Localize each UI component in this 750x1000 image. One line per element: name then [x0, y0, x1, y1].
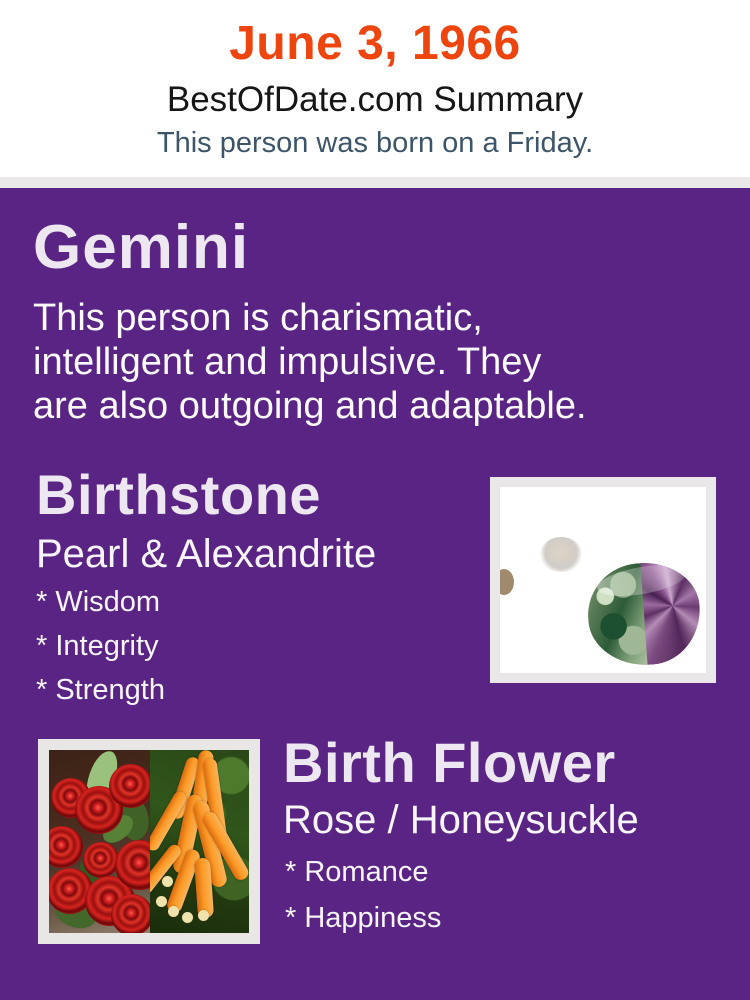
born-day-line: This person was born on a Friday.: [156, 127, 594, 159]
rose-bloom: [49, 826, 83, 868]
alexandrite-matrix-rock: [494, 569, 514, 595]
birth-flower-trait: * Romance: [285, 856, 429, 888]
birth-flower-trait: * Happiness: [285, 902, 442, 934]
birthstone-photo: [490, 477, 716, 683]
honeysuckle-bud: [198, 910, 209, 921]
birthstone-trait: * Integrity: [36, 630, 159, 662]
header-divider: [0, 177, 750, 188]
page-title-date: June 3, 1966: [229, 17, 521, 70]
zodiac-description-line: intelligent and impulsive. They: [33, 341, 542, 383]
alexandrite-image: [585, 559, 704, 669]
zodiac-description-line: This person is charismatic,: [33, 297, 483, 339]
birth-flower-section-title: Birth Flower: [283, 731, 616, 794]
birth-flower-photo: [38, 739, 260, 944]
rose-bloom: [109, 764, 150, 808]
birth-flower-trait-list: [285, 856, 441, 948]
birthstone-trait-list: [36, 586, 165, 718]
rose-bloom: [83, 842, 119, 878]
honeysuckle-image: [150, 750, 249, 933]
birthstone-trait: * Strength: [36, 674, 165, 706]
header: [0, 0, 750, 177]
birthstone-names: Pearl & Alexandrite: [36, 532, 377, 576]
honeysuckle-bud: [162, 876, 173, 887]
roses-image: [49, 750, 150, 933]
birth-flower-names: Rose / Honeysuckle: [283, 798, 639, 842]
honeysuckle-bud: [182, 912, 193, 923]
honeysuckle-bud: [156, 896, 167, 907]
zodiac-sign-title: Gemini: [33, 213, 250, 282]
summary-body: [0, 188, 750, 1000]
birthstone-section-title: Birthstone: [36, 463, 321, 526]
site-summary-title: BestOfDate.com Summary: [166, 80, 584, 119]
honeysuckle-bud: [168, 906, 179, 917]
birthstone-trait: * Wisdom: [36, 586, 161, 618]
zodiac-description-line: are also outgoing and adaptable.: [33, 385, 587, 427]
zodiac-description: [33, 296, 723, 428]
rose-bloom: [111, 894, 150, 933]
